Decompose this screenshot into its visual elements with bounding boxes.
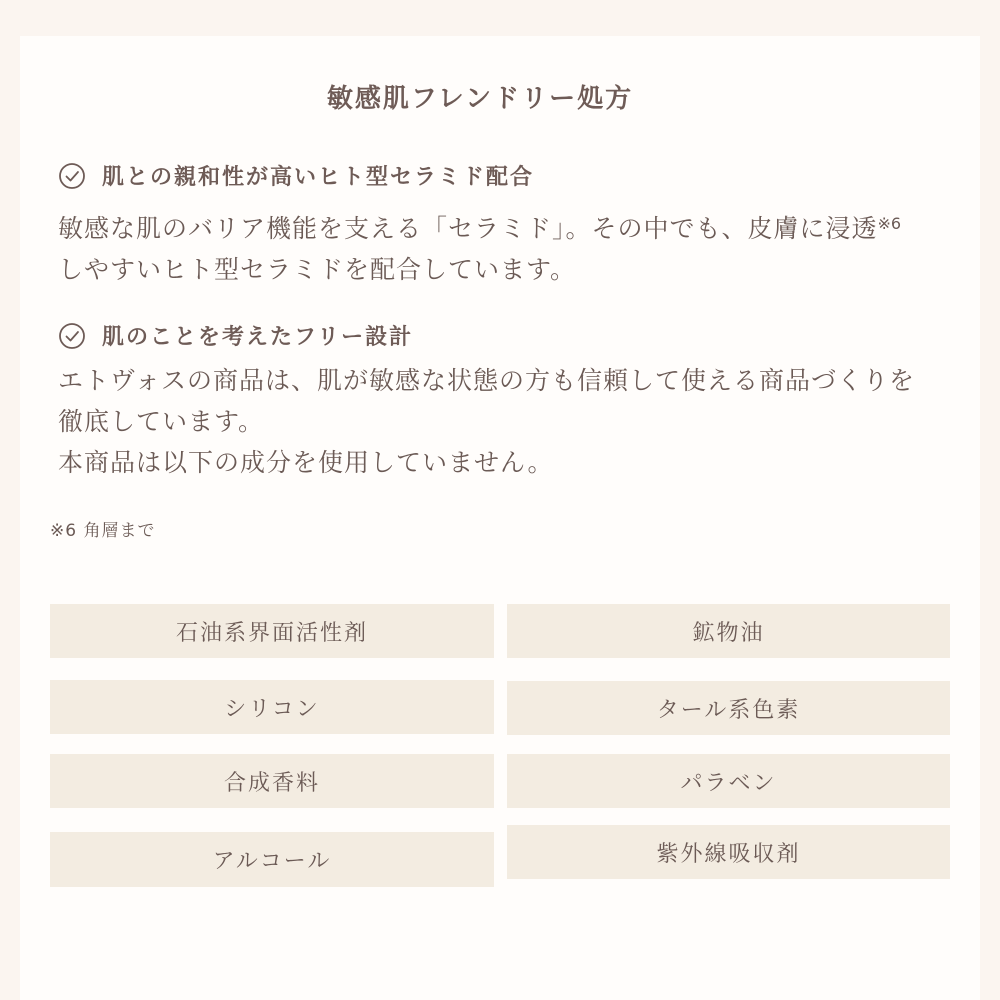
ingredient-tag: アルコール: [50, 832, 494, 887]
ingredient-tag: タール系色素: [507, 681, 950, 735]
ingredient-tag: 石油系界面活性剤: [50, 604, 494, 658]
body-line: 本商品は以下の成分を使用していません。: [58, 448, 554, 477]
check-circle-icon: [58, 322, 86, 350]
point-body-ceramide: [58, 203, 958, 290]
ingredient-tag: パラベン: [507, 754, 950, 808]
ingredient-tag: 合成香料: [50, 754, 494, 808]
point-heading-text: 肌との親和性が高いヒト型セラミド配合: [102, 165, 535, 190]
page-title: 敏感肌フレンドリー処方: [326, 84, 634, 114]
point-heading-ceramide: [58, 160, 534, 191]
point-body-free-design: [58, 360, 958, 483]
body-line: エトヴォスの商品は、肌が敏感な状態の方も信頼して使える商品づくりを: [58, 366, 916, 395]
check-circle-icon: [58, 162, 86, 190]
footnote-mark: ※6: [877, 214, 902, 233]
point-heading-text: 肌のことを考えたフリー設計: [102, 325, 414, 350]
body-line: 徹底しています。: [58, 407, 265, 436]
point-heading-free-design: [58, 320, 413, 351]
ingredient-tag: 鉱物油: [507, 604, 950, 658]
footnote: ※6 角層まで: [50, 521, 156, 541]
body-line: しやすいヒト型セラミドを配合しています。: [58, 255, 577, 284]
ingredient-tag: シリコン: [50, 680, 494, 734]
ingredient-tag: 紫外線吸収剤: [507, 825, 950, 879]
body-line: 敏感な肌のバリア機能を支える「セラミド」。その中でも、皮膚に浸透: [58, 214, 878, 243]
